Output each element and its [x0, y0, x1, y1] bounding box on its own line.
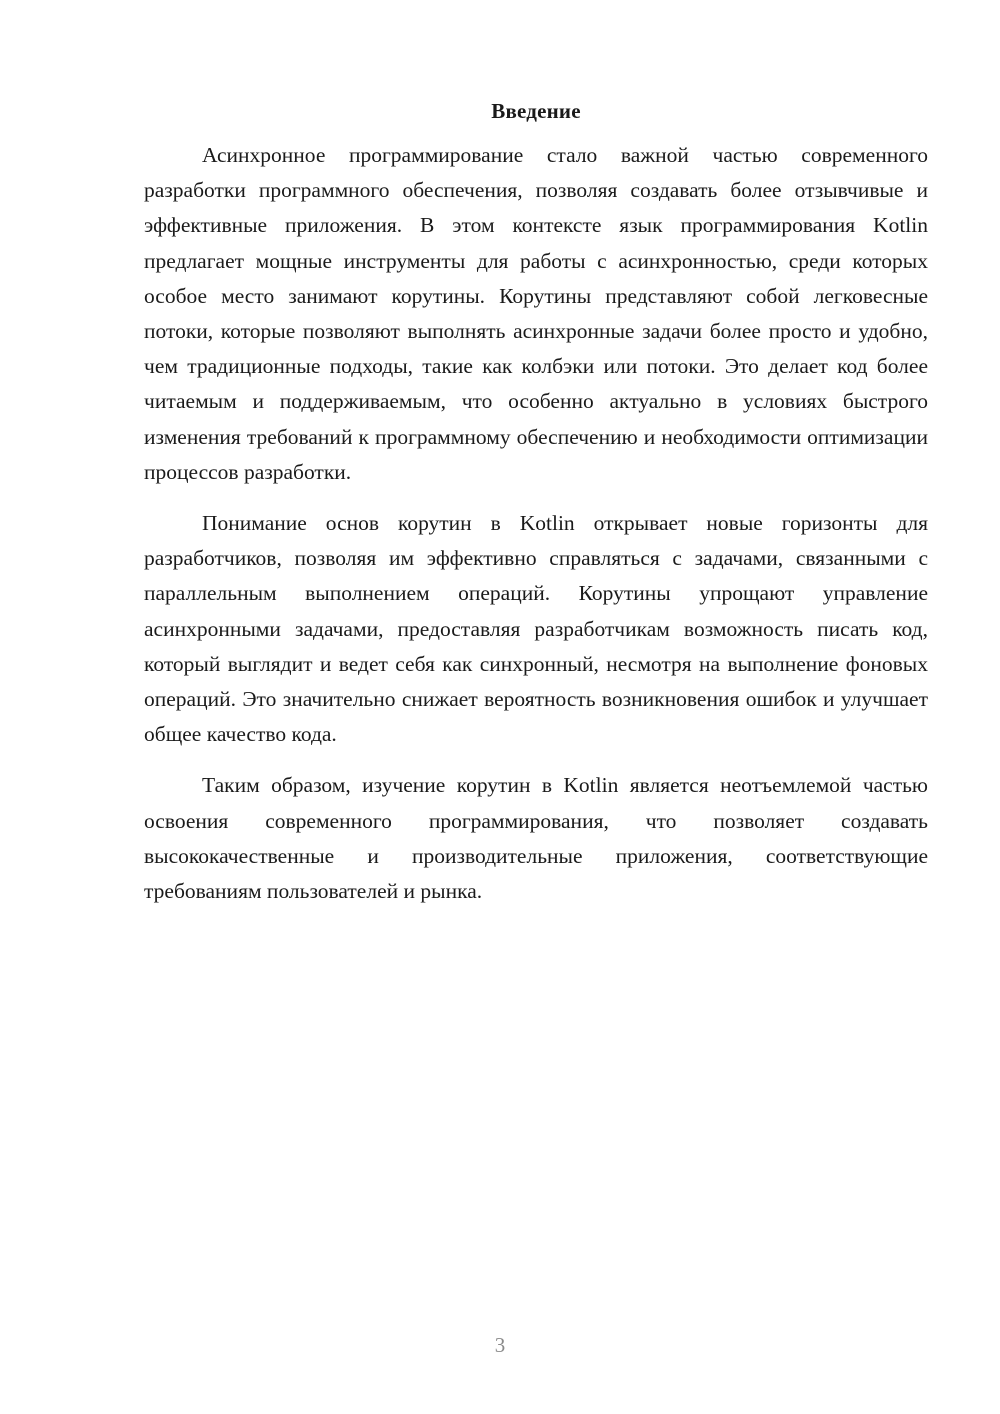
page-number: 3: [494, 1333, 506, 1357]
paragraph-2: Понимание основ корутин в Kotlin открывает новые горизонты для разработчиков, позволяя им эффективно справляться с задачами, связанными с параллельным выполнением операций. Корутины упрощают управление асинхронными задачами, предоставляя разработчикам возможность писать код, который выглядит и ведет себя как синхронный, несмотря на выполнение фоновых операций. Это значительно снижает вероятность возникновения ошибок и улучшает общее качество кода.: [144, 511, 928, 747]
page-content: [144, 96, 928, 925]
paragraph-1: Асинхронное программирование стало важной частью современного разработки программного обеспечения, позволяя создавать более отзывчивые и эффективные приложения. В этом контексте язык программирования Kotlin предлагает мощные инструменты для работы с асинхронностью, среди которых особое место занимают корутины. Корутины представляют собой легковесные потоки, которые позволяют выполнять асинхронные задачи более просто и удобно, чем традиционные подходы, такие как колбэки или потоки. Это делает код более читаемым и поддерживаемым, что особенно актуально в условиях быстрого изменения требований к программному обеспечению и необходимости оптимизации процессов разработки.: [144, 143, 928, 484]
section-title: Введение: [491, 99, 581, 123]
paragraph-3: Таким образом, изучение корутин в Kotlin является неотъемлемой частью освоения современного программирования, что позволяет создавать высококачественные и производительные приложения, соответствующие требованиям пользователей и рынка.: [144, 773, 928, 904]
